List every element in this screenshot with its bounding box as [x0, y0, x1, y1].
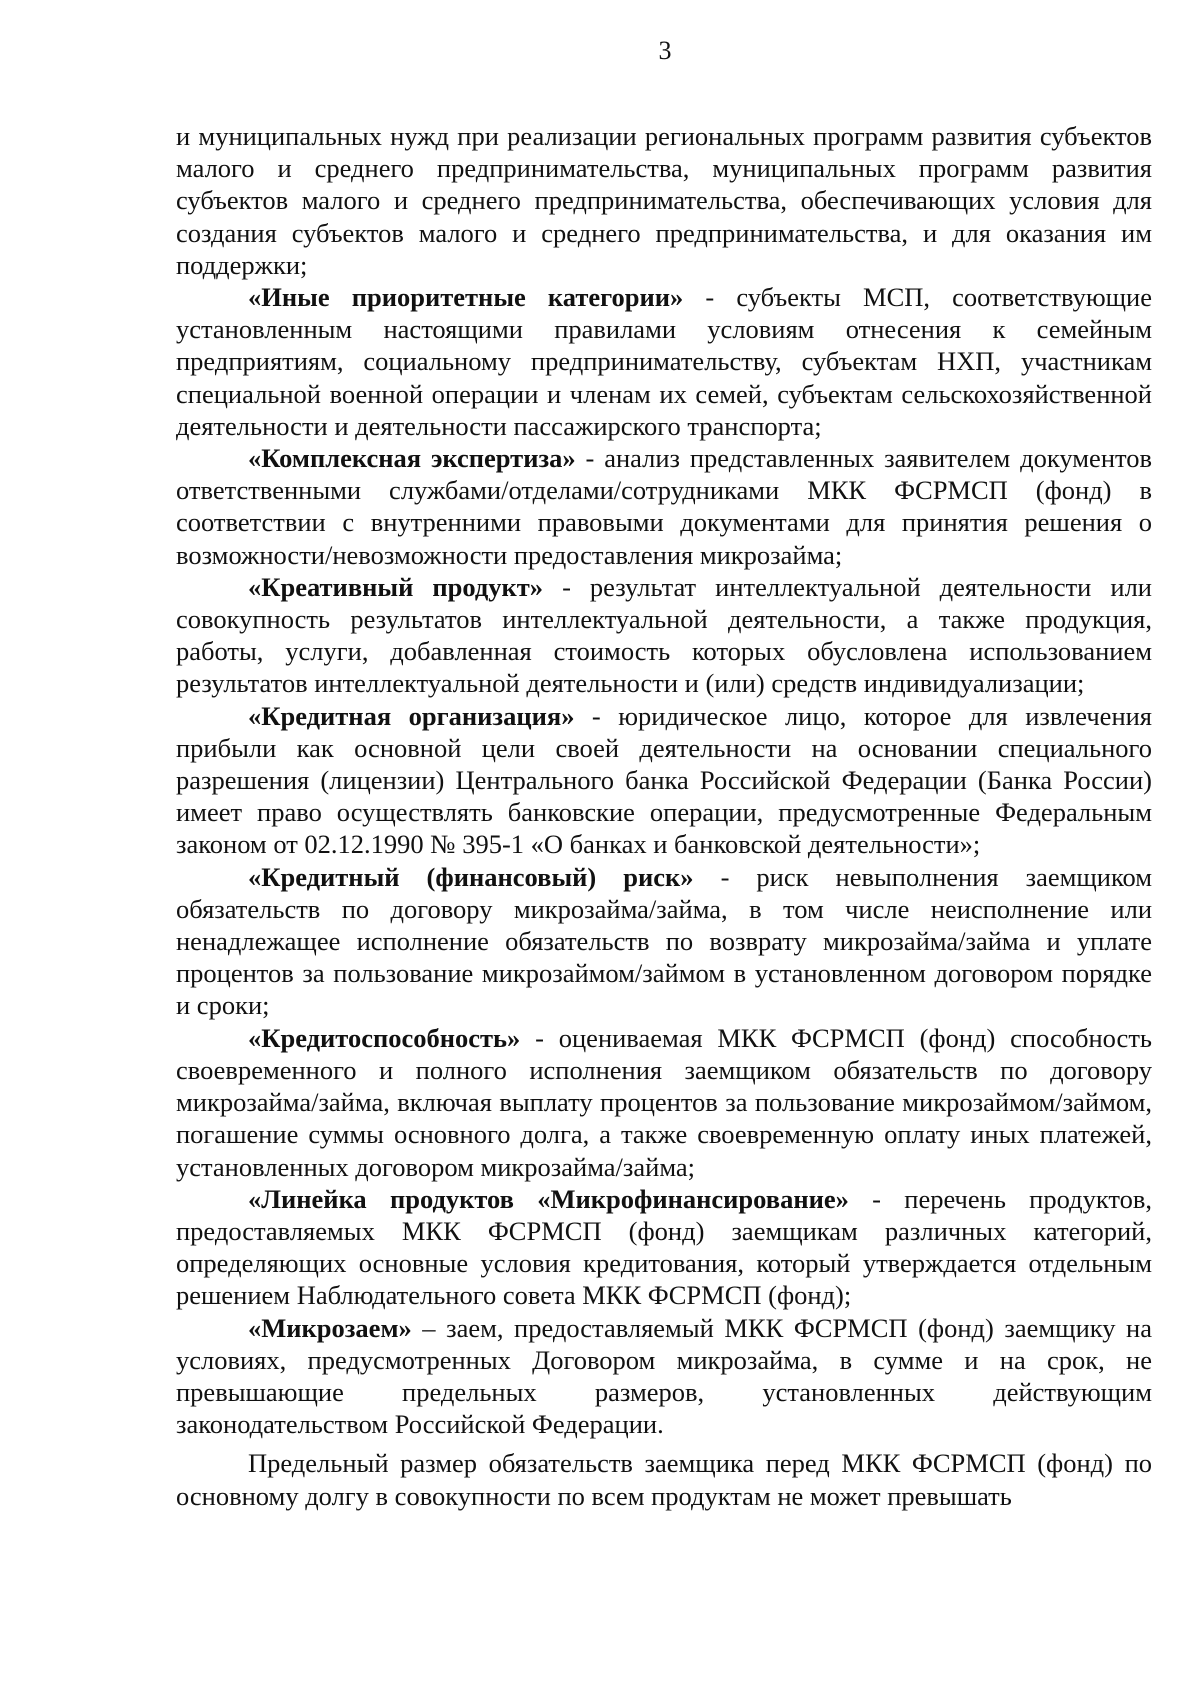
definition-other-priority-categories [176, 281, 1152, 442]
definition-term: «Комплексная экспертиза» [248, 443, 576, 474]
definition-text: - оцениваемая МКК ФСРМСП (фонд) способность своевременного и полного исполнения заемщиком обязательств по договору микрозайма/займа, включая выплату процентов за пользование микрозаймом/займом, погашение суммы основного долга, а также своевременную оплату иных платежей, установленных договором микрозайма/займа; [176, 1022, 1152, 1182]
page-number: 3 [658, 36, 672, 65]
definition-product-line [176, 1183, 1152, 1312]
definition-credit-risk [176, 861, 1152, 1022]
definition-creditworthiness [176, 1022, 1152, 1183]
definition-term: «Кредитный (финансовый) риск» [248, 861, 694, 892]
definition-term: «Иные приоритетные категории» [248, 282, 684, 313]
definition-creative-product [176, 571, 1152, 700]
definition-complex-expertise [176, 442, 1152, 571]
definition-term: «Кредитная организация» [248, 700, 575, 731]
definition-text: - риск невыполнения заемщиком обязательств по договору микрозайма/займа, в том числе неисполнение или ненадлежащее исполнение обязательств по возврату микрозайма/займа и уплате процентов за пользование микрозаймом/займом в установленном договором порядке и сроки; [176, 861, 1152, 1021]
definition-text: - анализ представленных заявителем документов ответственными службами/отделами/сотрудниками МКК ФСРМСП (фонд) в соответствии с внутренними правовыми документами для принятия решения о возможности/невозможности предоставления микрозайма; [176, 443, 1152, 570]
paragraph-text: и муниципальных нужд при реализации региональных программ развития субъектов малого и среднего предпринимательства, муниципальных программ развития субъектов малого и среднего предпринимательства, обеспечивающих условия для создания субъектов малого и среднего предпринимательства, и для оказания им поддержки; [176, 121, 1152, 280]
definition-text: - перечень продуктов, предоставляемых МКК ФСРМСП (фонд) заемщикам различных категорий, определяющих основные условия кредитования, который утверждается отдельным решением Наблюдательного совета МКК ФСРМСП (фонд); [176, 1183, 1152, 1311]
definition-text: – заем, предоставляемый МКК ФСРМСП (фонд) заемщику на условиях, предусмотренных Договором микрозайма, в сумме и на срок, не превышающие предельных размеров, установленных действующим законодательством Российской Федерации. [176, 1312, 1152, 1440]
definition-text: - субъекты МСП, соответствующие установленным настоящими правилами условиям отнесения к семейным предприятиям, социальному предпринимательству, субъектам НХП, участникам специальной военной операции и членам их семей, субъектам сельскохозяйственной деятельности и деятельности пассажирского транспорта; [176, 282, 1152, 441]
definition-term: «Креативный продукт» [248, 571, 544, 602]
definition-text: - юридическое лицо, которое для извлечения прибыли как основной цели своей деятельности на основании специального разрешения (лицензии) Центрального банка Российской Федерации (Банка России) имеет право осуществлять банковские операции, предусмотренные Федеральным законом от 02.12.1990 № 395-1 «О банках и банковской деятельности»; [176, 700, 1152, 860]
definition-term: «Линейка продуктов «Микрофинансирование» [248, 1183, 849, 1214]
paragraph-limit [176, 1447, 1152, 1511]
definition-term: «Микрозаем» [248, 1312, 412, 1343]
paragraph-continuation [176, 120, 1152, 281]
paragraph-text: Предельный размер обязательств заемщика перед МКК ФСРМСП (фонд) по основному долгу в совокупности по всем продуктам не может превышать [176, 1448, 1152, 1511]
document-body [176, 120, 1152, 1512]
definition-credit-organization [176, 700, 1152, 861]
definition-term: «Кредитоспособность» [248, 1022, 521, 1053]
definition-microloan [176, 1312, 1152, 1441]
definition-text: - результат интеллектуальной деятельности или совокупность результатов интеллектуальной деятельности, а также продукция, работы, услуги, добавленная стоимость которых обусловлена использованием результатов интеллектуальной деятельности и (или) средств индивидуализации; [176, 571, 1152, 699]
